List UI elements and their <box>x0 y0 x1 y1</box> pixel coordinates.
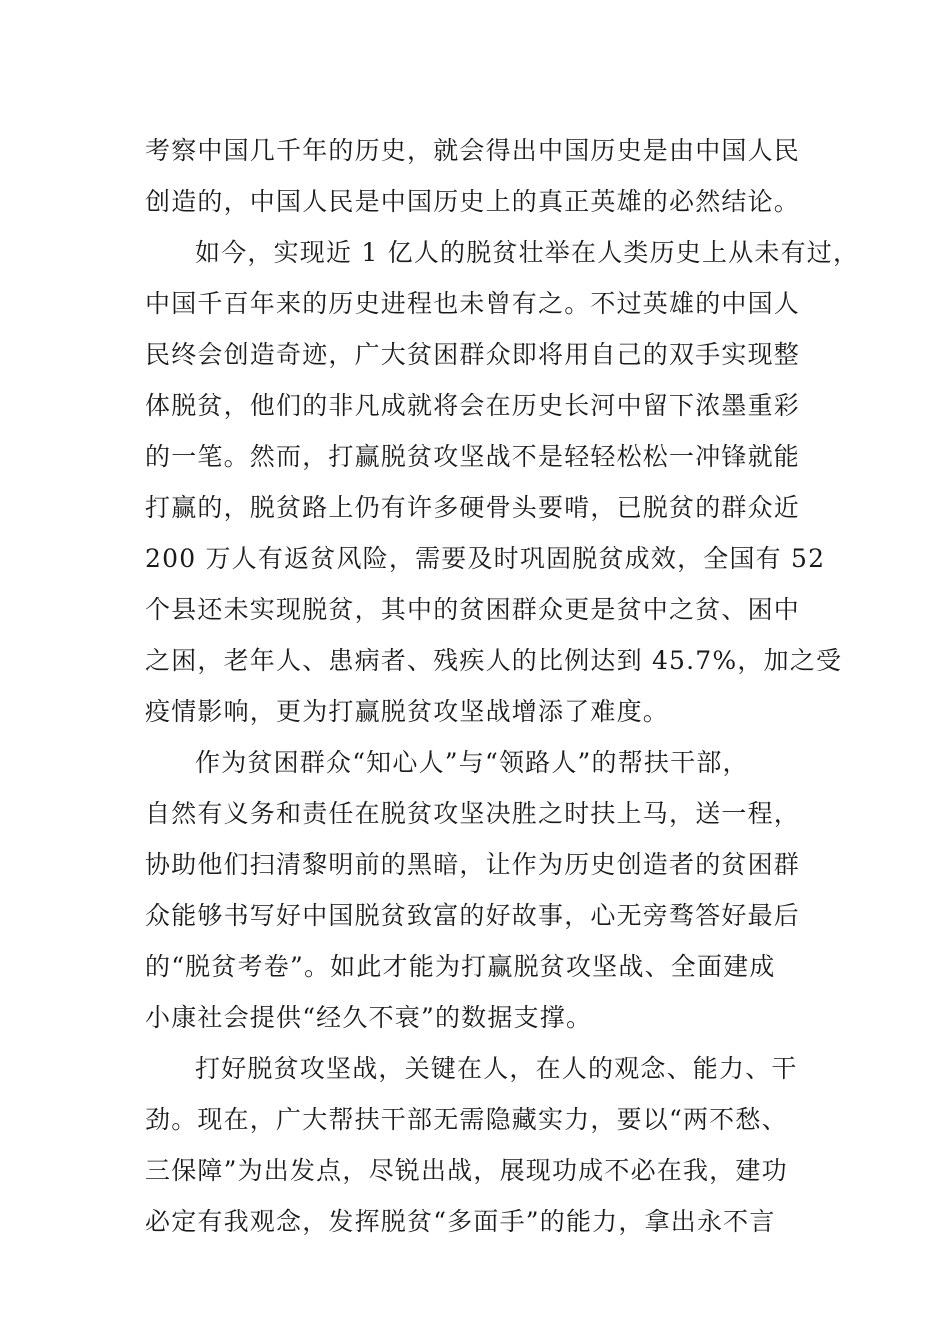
paragraph-first-line: 作为贫困群众“知心人”与“领路人”的帮扶干部， <box>195 748 749 777</box>
text-line: 自然有义务和责任在脱贫攻坚决胜之时扶上马，送一程， <box>145 799 801 828</box>
text-line: 三保障”为出发点，尽锐出战，展现功成不必在我，建功 <box>145 1156 788 1185</box>
paragraph-first-line: 打好脱贫攻坚战，关键在人，在人的观念、能力、干 <box>195 1054 798 1083</box>
text-line: 创造的，中国人民是中国历史上的真正英雄的必然结论。 <box>145 187 801 216</box>
text-line: 的一笔。然而，打赢脱贫攻坚战不是轻轻松松一冲锋就能 <box>145 442 801 471</box>
text-line: 协助他们扫清黎明前的黑暗，让作为历史创造者的贫困群 <box>145 850 801 879</box>
text-line: 劲。现在，广大帮扶干部无需隐藏实力，要以“两不愁、 <box>145 1105 788 1134</box>
text-line: 200 万人有返贫风险，需要及时巩固脱贫成效，全国有 52 <box>145 544 826 573</box>
text-line: 个县还未实现脱贫，其中的贫困群众更是贫中之贫、困中 <box>145 595 801 624</box>
text-line: 疫情影响，更为打赢脱贫攻坚战增添了难度。 <box>145 697 670 726</box>
text-line: 之困，老年人、患病者、残疾人的比例达到 45.7%，加之受 <box>145 646 843 675</box>
text-line: 考察中国几千年的历史，就会得出中国历史是由中国人民 <box>145 136 801 165</box>
text-line: 小康社会提供“经久不衰”的数据支撑。 <box>145 1003 593 1032</box>
text-line: 的“脱贫考卷”。如此才能为打赢脱贫攻坚战、全面建成 <box>145 952 776 981</box>
paragraph-first-line: 如今，实现近 1 亿人的脱贫壮举在人类历史上从未有过， <box>195 238 860 267</box>
text-line: 必定有我观念，发挥脱贫“多面手”的能力，拿出永不言 <box>145 1207 776 1236</box>
text-line: 体脱贫，他们的非凡成就将会在历史长河中留下浓墨重彩 <box>145 391 801 420</box>
text-line: 民终会创造奇迹，广大贫困群众即将用自己的双手实现整 <box>145 340 801 369</box>
text-line: 打赢的，脱贫路上仍有许多硬骨头要啃，已脱贫的群众近 <box>145 493 801 522</box>
text-line: 中国千百年来的历史进程也未曾有之。不过英雄的中国人 <box>145 289 801 318</box>
text-line: 众能够书写好中国脱贫致富的好故事，心无旁骛答好最后 <box>145 901 801 930</box>
